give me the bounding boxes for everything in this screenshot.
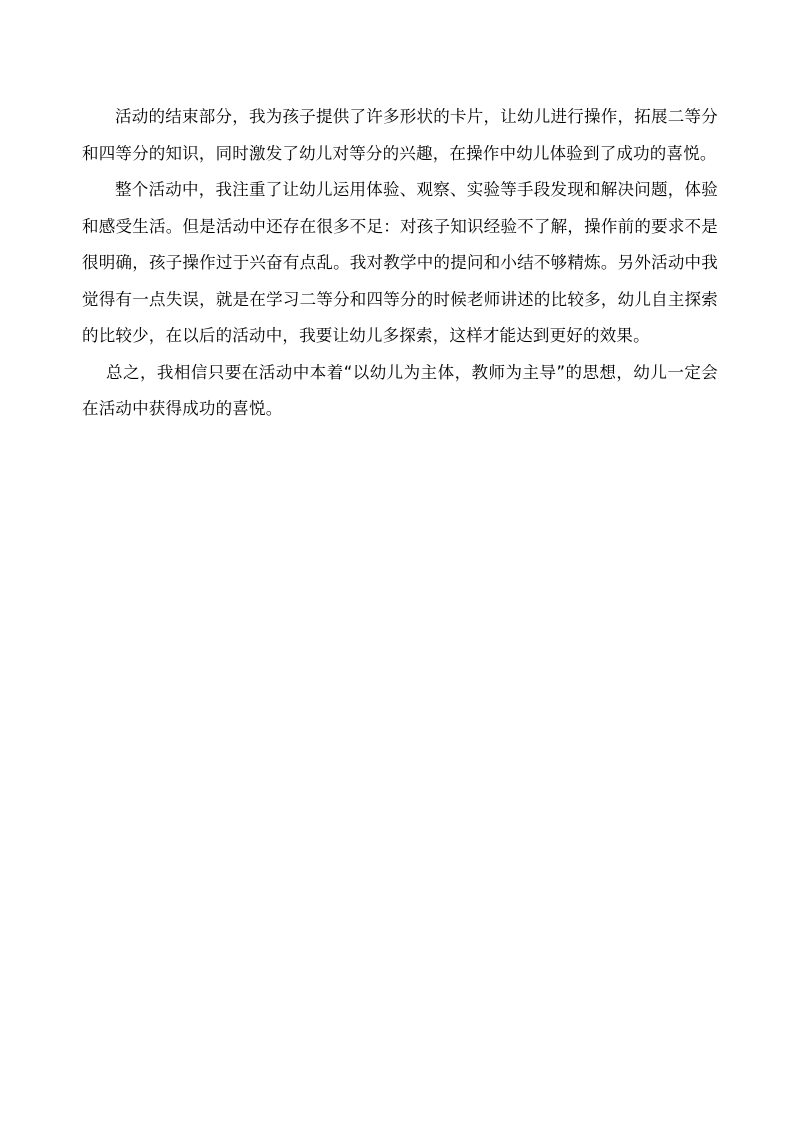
- paragraph-activity-ending: 活动的结束部分，我为孩子提供了许多形状的卡片，让幼儿进行操作，拓展二等分和四等分的知识，同时激发了幼儿对等分的兴趣，在操作中幼儿体验到了成功的喜悦。: [82, 107, 718, 163]
- paragraph-activity-reflection: 整个活动中，我注重了让幼儿运用体验、观察、实验等手段发现和解决问题，体验和感受生活。但是活动中还存在很多不足：对孩子知识经验不了解，操作前的要求不是很明确，孩子操作过于兴奋有点乱。我对教学中的提问和小结不够精炼。另外活动中我觉得有一点失误，就是在学习二等分和四等分的时候老师讲述的比较多，幼儿自主探索的比较少，在以后的活动中，我要让幼儿多探索，这样才能达到更好的效果。: [82, 180, 718, 345]
- document-body: [82, 99, 718, 428]
- paragraph-conclusion: 总之，我相信只要在活动中本着“以幼儿为主体，教师为主导”的思想，幼儿一定会在活动中获得成功的喜悦。: [82, 362, 718, 418]
